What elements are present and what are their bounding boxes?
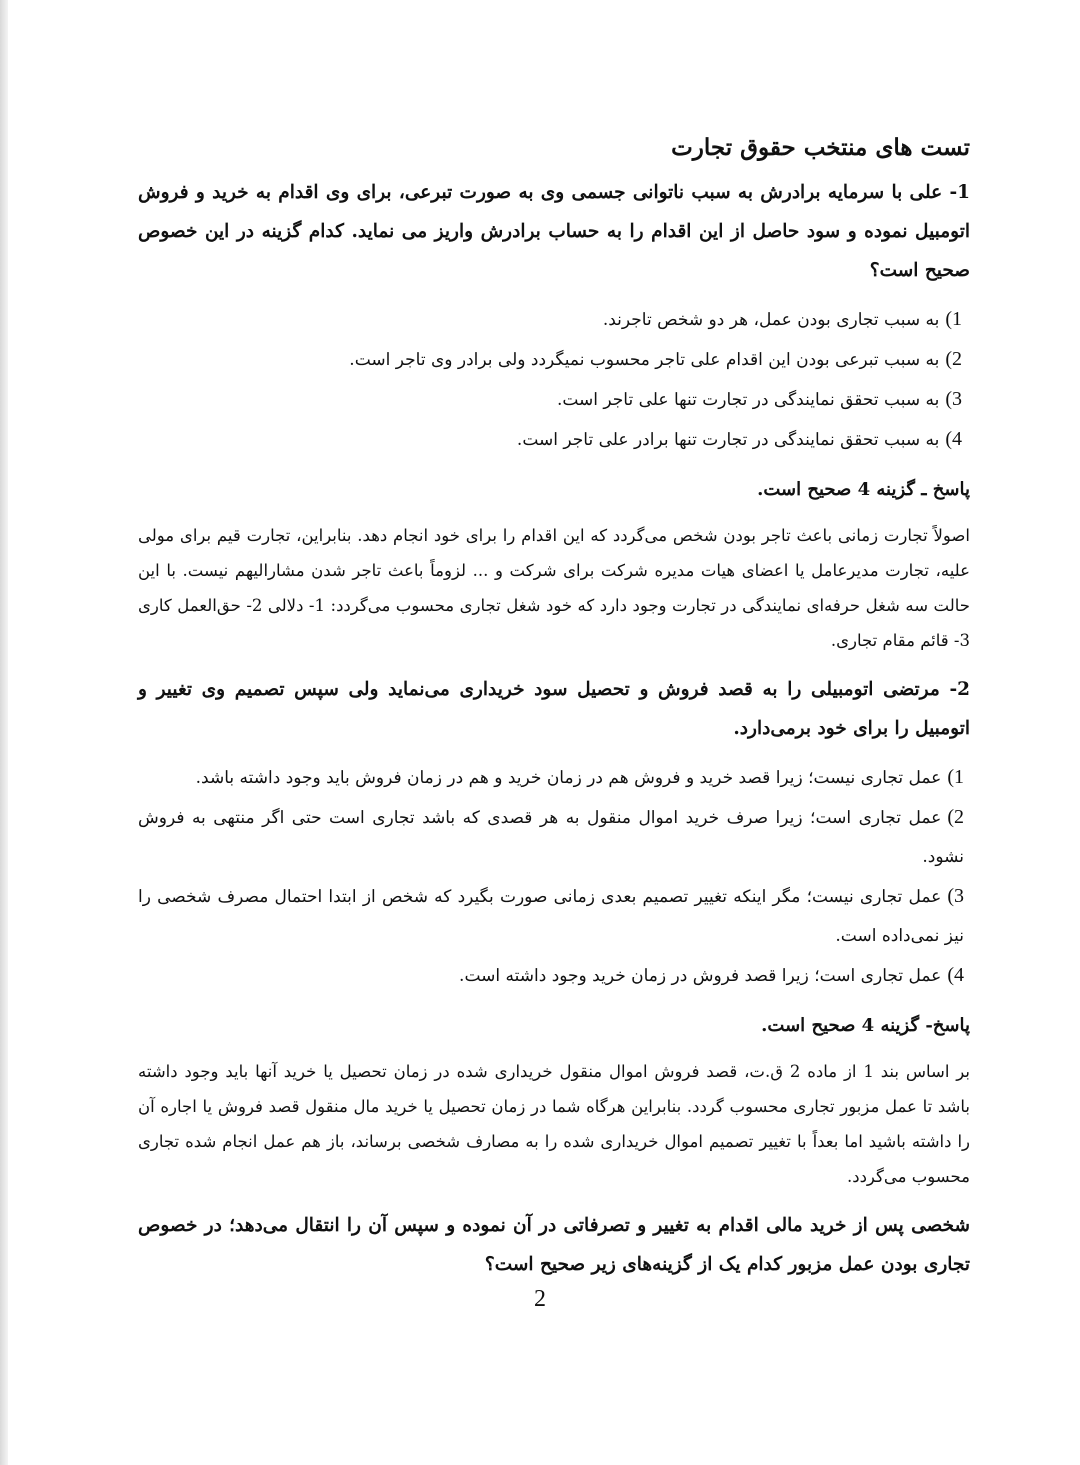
page-edge-shadow	[0, 0, 8, 1465]
question-2-option-1	[138, 758, 970, 798]
option-text: عمل تجاری است؛ زیرا صرف خرید اموال منقول به هر قصدی که باشد تجاری است حتی اگر منتهی به فروش نشود.	[138, 808, 964, 868]
question-1-answer: پاسخ ـ گزینه 4 صحیح است.	[757, 479, 970, 501]
option-text: عمل تجاری نیست؛ زیرا قصد خرید و فروش هم در زمان خرید و هم در زمان فروش باید وجود داشته باشد.	[195, 768, 942, 789]
question-1-option-3	[138, 380, 970, 420]
page-number: 2	[534, 1286, 546, 1312]
option-text: به سبب تجاری بودن عمل، هر دو شخص تاجرند.	[602, 310, 940, 331]
option-number: 2)	[945, 348, 962, 371]
question-2-text: 2- مرتضی اتومبیلی را به قصد فروش و تحصیل سود خریداری می‌نماید ولی سپس تصمیم وی تغییر و اتومبیل را برای خود برمی‌دارد.	[138, 679, 970, 740]
question-1-text: 1- علی با سرمایه برادرش به سبب ناتوانی جسمی وی به صورت تبرعی، برای وی اقدام به خرید و فروش اتومبیل نموده و سود حاصل از این اقدام را به حساب برادرش واریز می نماید. کدام گزینه در این خصوص صحیح است؟	[138, 182, 970, 282]
question-2-answer: پاسخ- گزینه 4 صحیح است.	[761, 1015, 970, 1037]
option-number: 1)	[947, 766, 964, 789]
question-1-option-2	[138, 340, 970, 380]
option-text: عمل تجاری است؛ زیرا قصد فروش در زمان خرید وجود داشته است.	[459, 966, 942, 987]
option-number: 4)	[947, 964, 964, 987]
question-2-option-2	[138, 798, 970, 877]
document-title: تست های منتخب حقوق تجارت	[671, 134, 970, 161]
question-1-option-1	[138, 300, 970, 340]
option-text: به سبب تبرعی بودن این اقدام علی تاجر محسوب نمیگردد ولی برادر وی تاجر است.	[349, 350, 940, 371]
option-number: 2)	[947, 806, 964, 829]
option-text: به سبب تحقق نمایندگی در تجارت تنها علی تاجر است.	[556, 390, 940, 411]
question-1-explanation: اصولاً تجارت زمانی باعث تاجر بودن شخص می‌گردد که این اقدام را برای خود انجام دهد. بنابراین، تجارت قیم برای مولی علیه، تجارت مدیرعامل یا اعضای هیات مدیره شرکت برای شرکت و ... لزوماً باعث تاجر شدن مشارالیهم نیست. با این حالت سه شغل حرفه‌ای نمایندگی در تجارت وجود دارد که خود شغل تجاری محسوب می‌گردد: 1- دلالی 2- حق‌العمل کاری 3- قائم مقام تجاری.	[138, 526, 970, 651]
question-2-options	[138, 758, 970, 996]
question-3-text: شخصی پس از خرید مالی اقدام به تغییر و تصرفاتی در آن نموده و سپس آن را انتقال می‌دهد؛ در خصوص تجاری بودن عمل مزبور کدام یک از گزینه‌های زیر صحیح است؟	[138, 1215, 970, 1276]
option-text: عمل تجاری نیست؛ مگر اینکه تغییر تصمیم بعدی زمانی صورت بگیرد که شخص از ابتدا احتمال مصرف شخصی را نیز نمی‌داده است.	[138, 887, 964, 947]
option-text: به سبب تحقق نمایندگی در تجارت تنها برادر علی تاجر است.	[516, 430, 940, 451]
question-2-explanation: بر اساس بند 1 از ماده 2 ق.ت، قصد فروش اموال منقول خریداری شده در زمان تحصیل یا خرید آنها باید وجود داشته باشد تا عمل مزبور تجاری محسوب گردد. بنابراین هرگاه شما در زمان تحصیل یا خرید مال منقول قصد فروش یا اجاره آن را داشته باشید اما بعداً با تغییر تصمیم اموال خریداری شده را به مصارف شخصی برساند، باز هم عمل انجام شده تجاری محسوب می‌گردد.	[138, 1062, 970, 1187]
question-1-options	[138, 300, 970, 460]
question-2-option-3	[138, 877, 970, 956]
question-1-option-4	[138, 420, 970, 460]
option-number: 1)	[945, 308, 962, 331]
option-number: 3)	[947, 885, 964, 908]
option-number: 4)	[945, 428, 962, 451]
option-number: 3)	[945, 388, 962, 411]
question-2-option-4	[138, 956, 970, 996]
document-page	[138, 128, 970, 1294]
